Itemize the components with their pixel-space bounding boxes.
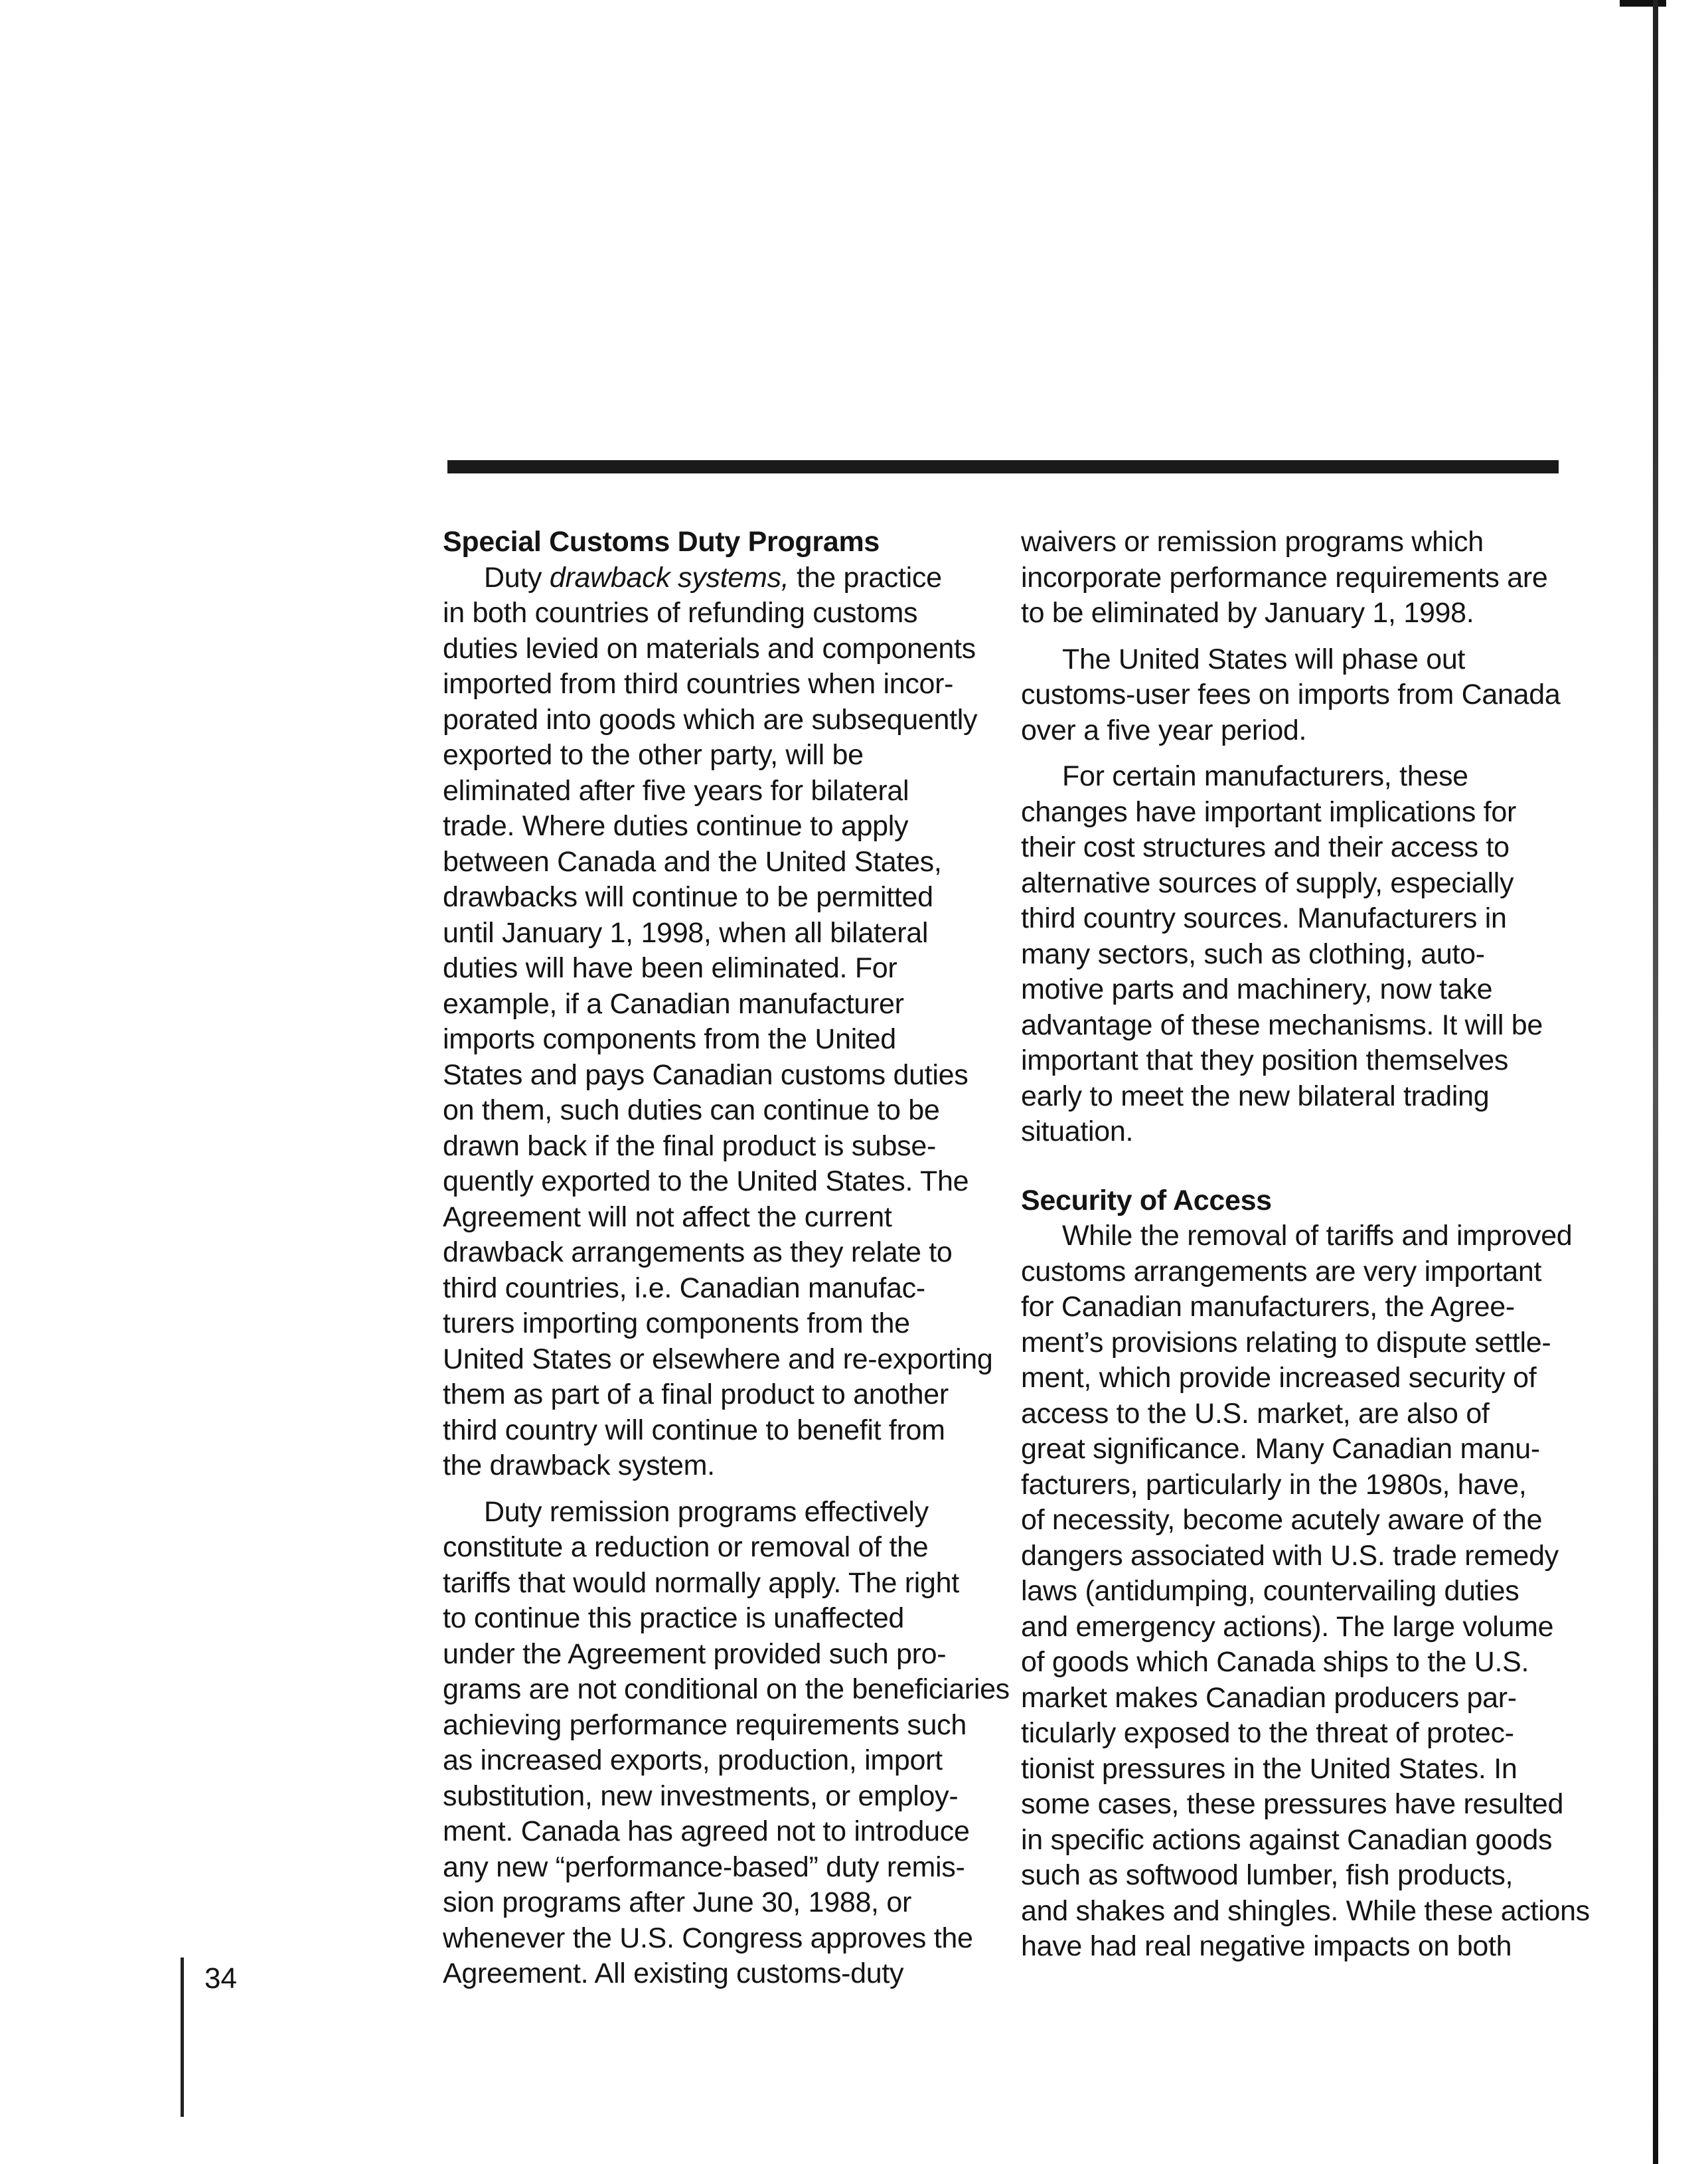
text-line: duties levied on materials and components bbox=[443, 632, 976, 665]
text-line: until January 1, 1998, when all bilateral bbox=[443, 916, 929, 949]
left-column bbox=[443, 525, 1010, 1992]
text-line: achieving performance requirements such bbox=[443, 1708, 967, 1741]
text-line: Duty remission programs effectively bbox=[484, 1495, 929, 1528]
italic-term: drawback systems, bbox=[549, 561, 789, 594]
text-line: some cases, these pressures have resulted bbox=[1021, 1788, 1564, 1820]
margin-bar bbox=[181, 1957, 184, 2117]
section-heading: Special Customs Duty Programs bbox=[443, 526, 880, 558]
text-line: States and pays Canadian customs duties bbox=[443, 1058, 969, 1091]
text-line: motive parts and machinery, now take bbox=[1021, 973, 1493, 1005]
section-heading: Security of Access bbox=[1021, 1184, 1272, 1216]
page-number: 34 bbox=[204, 1962, 237, 1995]
text-line: Agreement will not affect the current bbox=[443, 1201, 892, 1233]
text-line: imports components from the United bbox=[443, 1023, 896, 1055]
text-line: on them, such duties can continue to be bbox=[443, 1094, 940, 1126]
text-line: such as softwood lumber, fish products, bbox=[1021, 1859, 1514, 1891]
text-line: and emergency actions). The large volume bbox=[1021, 1610, 1554, 1643]
text-line: access to the U.S. market, are also of bbox=[1021, 1397, 1490, 1430]
text-line: in specific actions against Canadian goods bbox=[1021, 1823, 1553, 1856]
text-line: over a five year period. bbox=[1021, 714, 1307, 746]
text-line: and shakes and shingles. While these actions bbox=[1021, 1894, 1590, 1927]
text-line: imported from third countries when incor- bbox=[443, 668, 954, 700]
text-line: porated into goods which are subsequently bbox=[443, 703, 978, 736]
text-line: market makes Canadian producers par- bbox=[1021, 1681, 1517, 1714]
text-line: laws (antidumping, countervailing duties bbox=[1021, 1575, 1519, 1607]
text-line: exported to the other party, will be bbox=[443, 739, 864, 771]
text-line: ment’s provisions relating to dispute settle- bbox=[1021, 1326, 1551, 1359]
text-line: changes have important implications for bbox=[1021, 795, 1516, 828]
text-line: of goods which Canada ships to the U.S. bbox=[1021, 1646, 1529, 1678]
text-line: While the removal of tariffs and improved bbox=[1062, 1220, 1573, 1252]
text-line: ticularly exposed to the threat of protec- bbox=[1021, 1717, 1514, 1749]
text-line: many sectors, such as clothing, auto- bbox=[1021, 938, 1485, 970]
paragraph-waivers bbox=[1021, 525, 1572, 631]
text-line: The United States will phase out bbox=[1062, 643, 1466, 675]
text-line: grams are not conditional on the beneficiaries bbox=[443, 1673, 1010, 1705]
text-line: substitution, new investments, or employ- bbox=[443, 1780, 959, 1812]
text-line: their cost structures and their access to bbox=[1021, 831, 1510, 863]
text-line: customs-user fees on imports from Canada bbox=[1021, 679, 1561, 710]
text-line: have had real negative impacts on both bbox=[1021, 1930, 1512, 1962]
text-line: customs arrangements are very important bbox=[1021, 1255, 1542, 1288]
text-line bbox=[443, 560, 994, 596]
text-line: the drawback system. bbox=[443, 1450, 715, 1481]
text-line: drawbacks will continue to be permitted bbox=[443, 881, 933, 913]
text-line: alternative sources of supply, especially bbox=[1021, 867, 1514, 899]
text-line: Agreement. All existing customs-duty bbox=[443, 1957, 904, 1989]
text-line: them as part of a final product to another bbox=[443, 1378, 949, 1410]
paragraph-user-fees bbox=[1021, 642, 1572, 749]
section-rule bbox=[447, 460, 1559, 473]
text-line: drawback arrangements as they relate to bbox=[443, 1236, 953, 1268]
text-line: third country will continue to benefit from bbox=[443, 1414, 945, 1446]
text-line: third countries, i.e. Canadian manufac- bbox=[443, 1272, 925, 1304]
text-line: waivers or remission programs which bbox=[1021, 526, 1484, 558]
paragraph-security bbox=[1021, 1218, 1590, 1965]
paragraph-drawback bbox=[443, 560, 994, 1484]
text-line: advantage of these mechanisms. It will be bbox=[1021, 1009, 1543, 1041]
paragraph-remission bbox=[443, 1495, 1010, 1992]
text-line: turers importing components from the bbox=[443, 1307, 910, 1339]
text-line: tariffs that would normally apply. The right bbox=[443, 1566, 959, 1599]
scan-edge-mark bbox=[1620, 0, 1666, 7]
text-line: early to meet the new bilateral trading bbox=[1021, 1080, 1490, 1112]
text-line: United States or elsewhere and re-exporting bbox=[443, 1343, 993, 1375]
text-line: for Canadian manufacturers, the Agree- bbox=[1021, 1291, 1515, 1323]
paragraph-manufacturers bbox=[1021, 759, 1572, 1150]
text-line: example, if a Canadian manufacturer bbox=[443, 987, 904, 1020]
text-line: in both countries of refunding customs bbox=[443, 597, 918, 629]
text-line: trade. Where duties continue to apply bbox=[443, 810, 909, 842]
text-line: great significance. Many Canadian manu- bbox=[1021, 1433, 1540, 1465]
text-fragment: Duty bbox=[484, 561, 550, 594]
text-line: third country sources. Manufacturers in bbox=[1021, 902, 1507, 934]
text-line: ment. Canada has agreed not to introduce bbox=[443, 1815, 970, 1847]
text-line: whenever the U.S. Congress approves the bbox=[443, 1922, 973, 1954]
text-line: any new “performance-based” duty remis- bbox=[443, 1851, 965, 1883]
text-line: constitute a reduction or removal of the bbox=[443, 1531, 929, 1563]
text-line: For certain manufacturers, these bbox=[1062, 760, 1468, 792]
text-line: ment, which provide increased security of bbox=[1021, 1362, 1537, 1394]
text-line: dangers associated with U.S. trade remedy bbox=[1021, 1539, 1559, 1572]
text-fragment: the practice bbox=[789, 561, 942, 594]
text-line: between Canada and the United States, bbox=[443, 845, 942, 878]
text-line: of necessity, become acutely aware of the bbox=[1021, 1504, 1543, 1536]
right-column bbox=[1021, 525, 1590, 1965]
text-line: under the Agreement provided such pro- bbox=[443, 1637, 947, 1670]
text-line: incorporate performance requirements are bbox=[1021, 561, 1548, 594]
scan-edge-bar bbox=[1653, 0, 1658, 2164]
text-line: duties will have been eliminated. For bbox=[443, 952, 897, 984]
text-line: drawn back if the final product is subse- bbox=[443, 1129, 936, 1162]
text-line: eliminated after five years for bilateral bbox=[443, 774, 909, 807]
text-line: important that they position themselves bbox=[1021, 1044, 1509, 1076]
text-line: sion programs after June 30, 1988, or bbox=[443, 1886, 911, 1918]
text-line: to be eliminated by January 1, 1998. bbox=[1021, 597, 1474, 629]
text-line: to continue this practice is unaffected bbox=[443, 1602, 905, 1634]
text-line: quently exported to the United States. The bbox=[443, 1165, 969, 1197]
text-line: tionist pressures in the United States. In bbox=[1021, 1752, 1517, 1785]
text-line: facturers, particularly in the 1980s, have, bbox=[1021, 1468, 1527, 1501]
text-line: as increased exports, production, import bbox=[443, 1744, 943, 1776]
text-line: situation. bbox=[1021, 1116, 1134, 1147]
